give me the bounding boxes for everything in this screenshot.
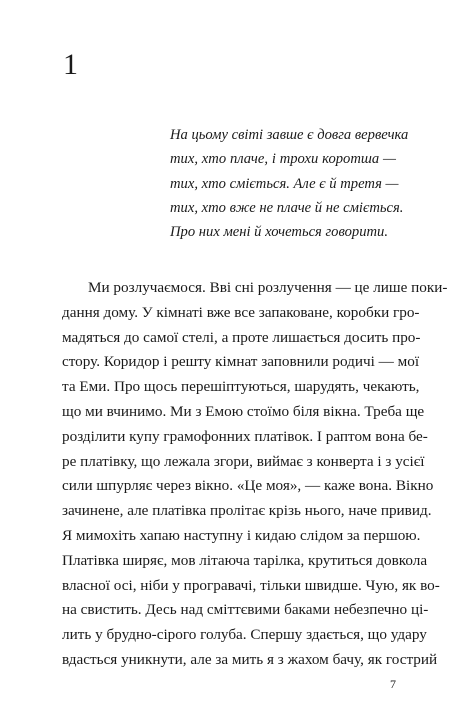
page-number: 7 [390, 677, 396, 691]
epigraph-line: Про них мені й хочеться говорити. [170, 224, 389, 241]
body-line: на свистить. Десь над сміттєвими баками небезпечно ці- [62, 601, 429, 619]
epigraph-line: На цьому світі завше є довга вервечка [170, 127, 409, 143]
body-line: лить у брудно-сірого голуба. Спершу здається, що удару [62, 626, 427, 644]
body-line: сили шпурляє через вікно. «Це моя», — каже вона. Вікно [62, 477, 434, 495]
epigraph-line: тих, хто плаче, і трохи коротша — [170, 151, 396, 168]
body-line: зачинене, але платівка пролітає крізь нього, наче привид. [62, 502, 432, 520]
body-line: стору. Коридор і решту кімнат заповнили родичі — мої [62, 353, 420, 371]
body-line: та Еми. Про щось перешіптуються, шарудять, чекають, [62, 378, 420, 396]
body-line: Я мимохіть хапаю наступну і кидаю слідом за першою. [62, 526, 421, 544]
body-line: що ми вчинимо. Ми з Емою стоїмо біля вікна. Треба ще [62, 402, 425, 420]
epigraph-line: тих, хто вже не плаче й не сміється. [170, 199, 404, 216]
body-line: вдасться уникнути, але за мить я з жахом бачу, як гострий [62, 650, 438, 668]
body-line: дання дому. У кімнаті вже все запаковане, коробки гро- [62, 303, 420, 321]
epigraph-line: тих, хто сміється. Але є й третя — [170, 175, 399, 192]
body-line: Ми розлучаємося. Вві сні розлучення — це лише поки- [88, 279, 448, 296]
body-line: ре платівку, що лежала згори, виймає з конверта і з усієї [62, 452, 425, 470]
body-line: Платівка ширяє, мов літаюча тарілка, крутиться довкола [62, 551, 428, 569]
body-line: розділити купу грамофонних платівок. І раптом вона бе- [62, 427, 428, 445]
chapter-number: 1 [63, 48, 78, 81]
body-line: мадяться до самої стелі, а проте лишається досить про- [62, 328, 421, 346]
epigraph [170, 123, 409, 244]
body-line: власної осі, ніби у програвачі, тільки швидше. Чую, як во- [62, 576, 440, 594]
body-paragraph [62, 276, 448, 673]
